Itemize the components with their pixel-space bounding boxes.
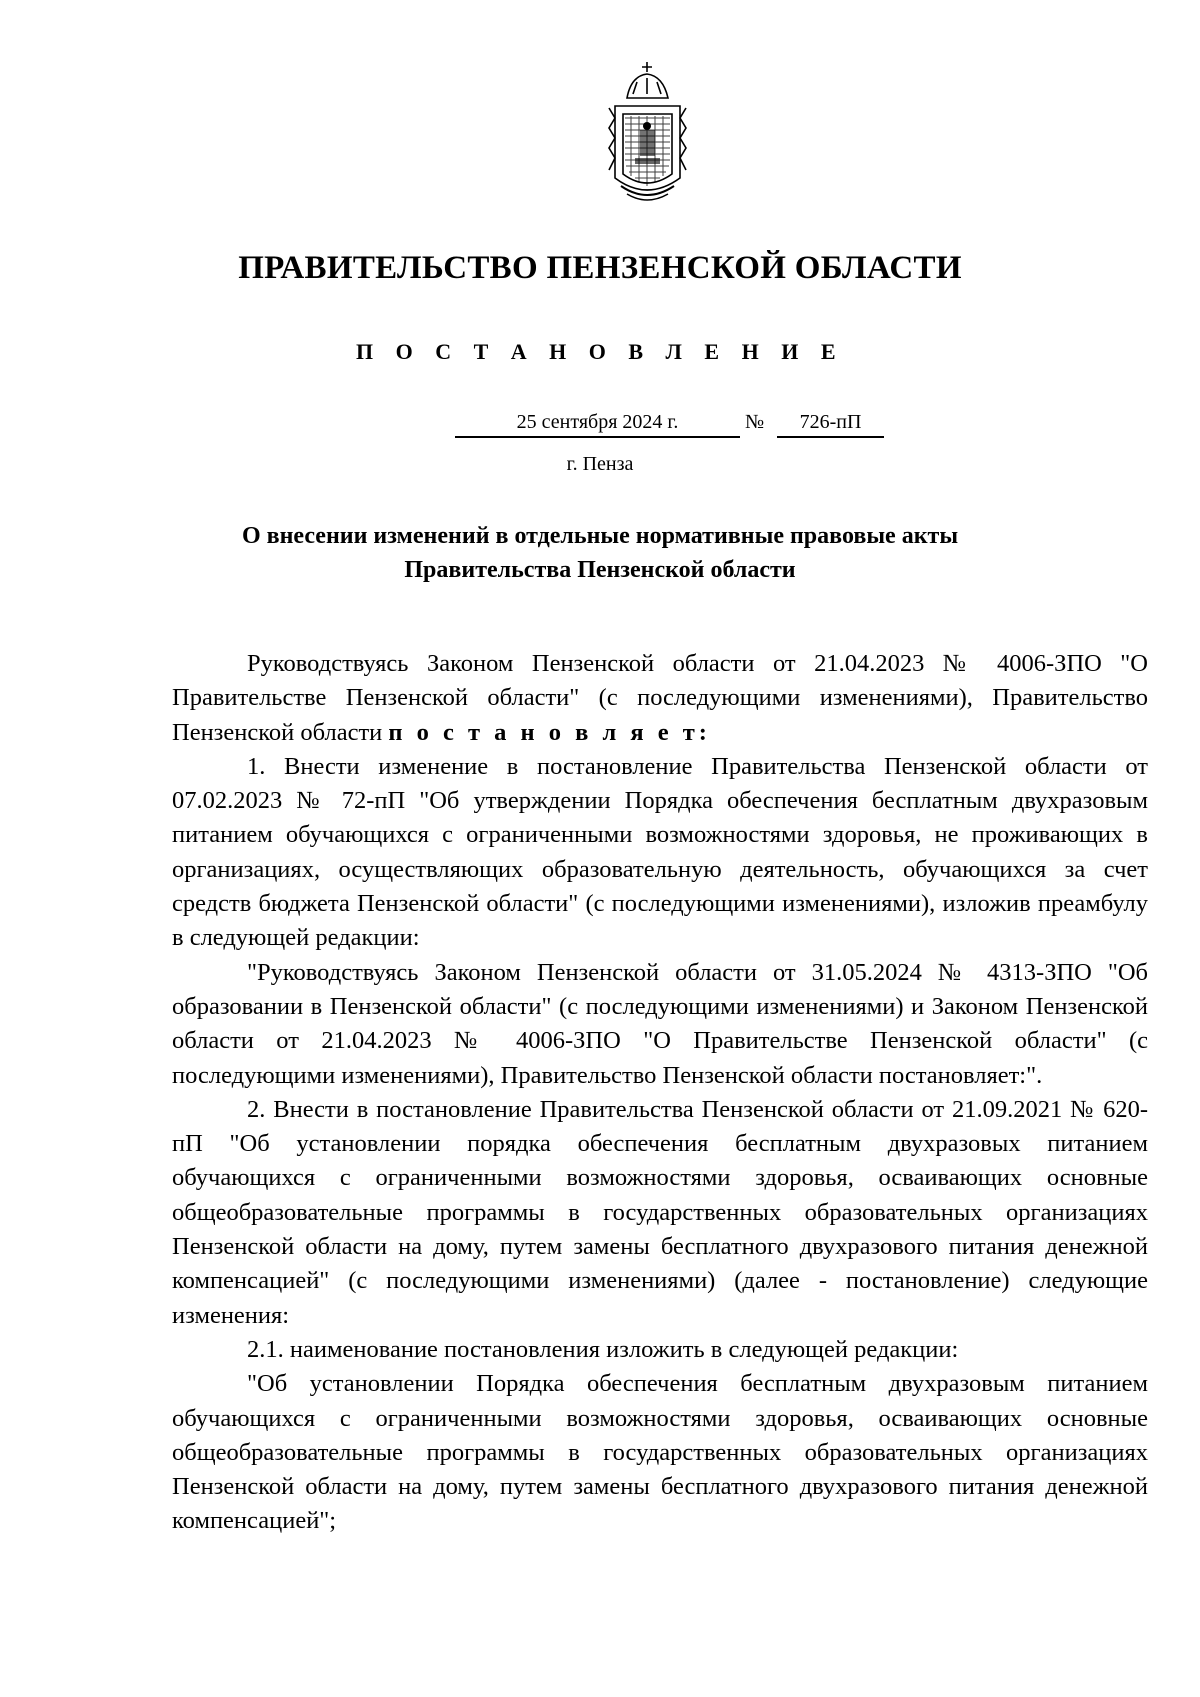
resolves-word: п о с т а н о в л я е т:: [388, 718, 711, 746]
number-sign: №: [745, 411, 765, 433]
paragraph-1: 1. Внести изменение в постановление Правительства Пензенской области от 07.02.2023 № 72-пП "Об утверждении Порядка обеспечения бесплатным двухразовым питанием обучающихся с ограниченными возможностями здоровья, не проживающих в организациях, осуществляющих образовательную деятельность, обучающихся за счет средств бюджета Пензенской области" (с последующими изменениями), изложив преамбулу в следующей редакции:: [172, 752, 1148, 952]
city: г. Пенза: [566, 453, 634, 475]
document-body: [172, 647, 1148, 1539]
document-type: П О С Т А Н О В Л Е Н И Е: [355, 339, 845, 364]
paragraph-1-quote: "Руководствуясь Законом Пензенской области от 31.05.2024 № 4313-ЗПО "Об образовании в Пензенской области" (с последующими изменениями) и Законом Пензенской области от 21.04.2023 № 4006-ЗПО "О Правительстве Пензенской области" (с последующими изменениями), Правительство Пензенской области постановляет:".: [172, 958, 1148, 1089]
paragraph-2-1: 2.1. наименование постановления изложить в следующей редакции:: [247, 1335, 959, 1363]
heading-line-2: Правительства Пензенской области: [404, 557, 796, 583]
paragraph-2: 2. Внести в постановление Правительства Пензенской области от 21.09.2021 № 620-пП "Об установлении порядка обеспечения бесплатным двухразовых питанием обучающихся с ограниченными возможностями здоровья, осваивающих основные общеобразовательные программы в государственных образовательных организациях Пензенской области на дому, путем замены бесплатного двухразового питания денежной компенсацией" (с последующими изменениями) (далее - постановление) следующие изменения:: [172, 1095, 1148, 1329]
preamble-text: Руководствуясь Законом Пензенской области от 21.04.2023 № 4006-ЗПО "О Правительстве Пензенской области" (с последующими изменениями), Правительство Пензенской области: [172, 650, 1148, 746]
organization-title: ПРАВИТЕЛЬСТВО ПЕНЗЕНСКОЙ ОБЛАСТИ: [238, 250, 962, 286]
paragraph-2-1-quote: "Об установлении Порядка обеспечения бесплатным двухразовым питанием обучающихся с ограниченными возможностями здоровья, осваивающих основные общеобразовательные программы в государственных образовательных организациях Пензенской области на дому, путем замены бесплатного двухразового питания денежной компенсацией";: [172, 1370, 1148, 1535]
document-number: 726-пП: [777, 411, 884, 438]
preamble-paragraph: [172, 647, 1148, 750]
document-date-line: [0, 411, 1200, 441]
coat-of-arms-icon: [605, 58, 690, 208]
heading-line-1: О внесении изменений в отдельные нормативные правовые акты: [241, 523, 959, 549]
document-heading: [0, 519, 1200, 587]
document-date: 25 сентября 2024 г.: [455, 411, 740, 438]
